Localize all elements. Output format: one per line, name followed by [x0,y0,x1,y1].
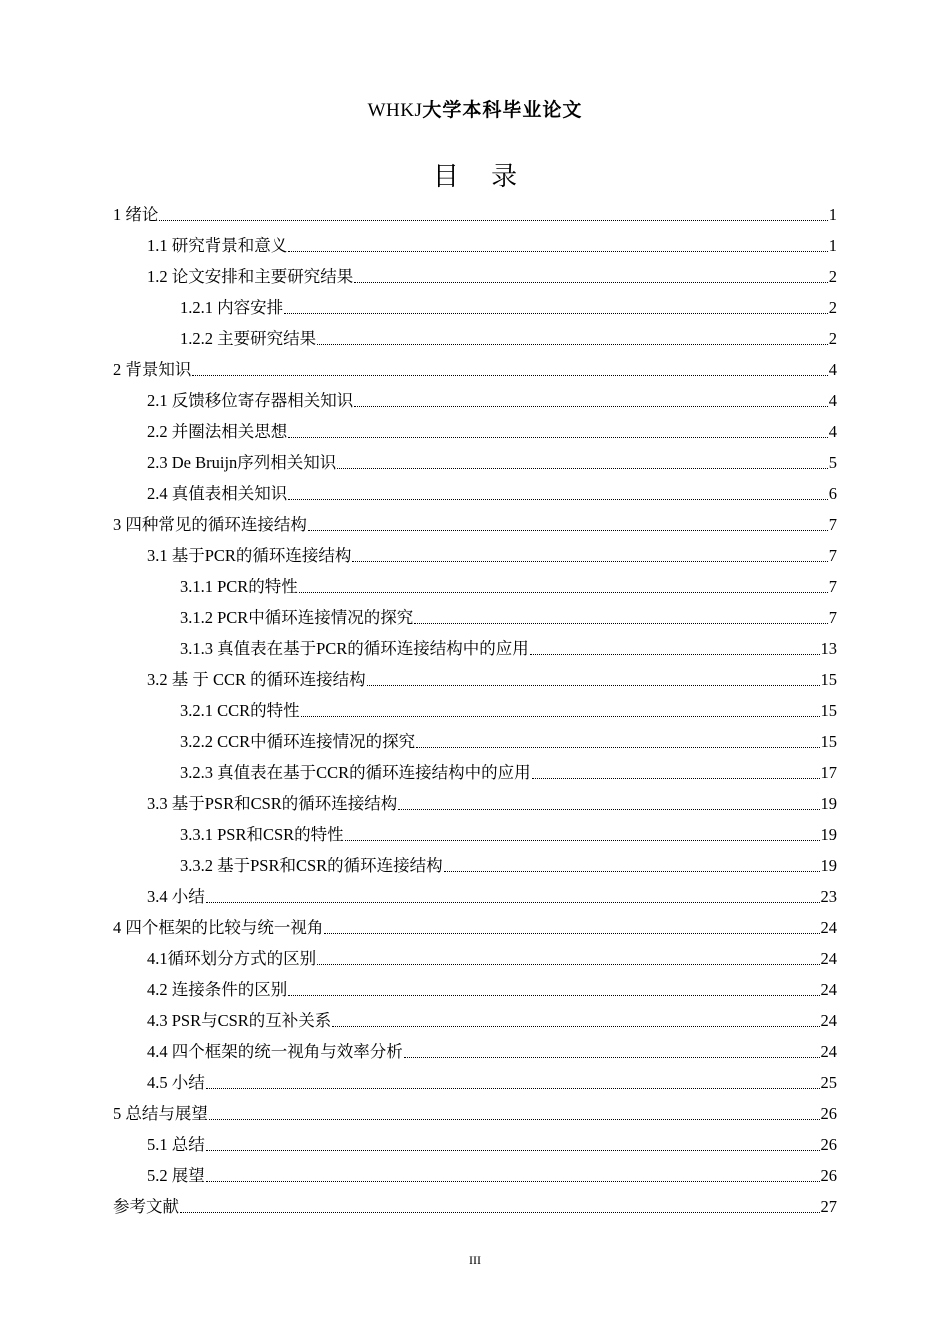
toc-entry-page: 4 [828,391,837,410]
toc-entry-page: 15 [820,670,837,689]
toc-dot-leader [337,447,827,478]
toc-entry-page: 2 [828,267,837,286]
toc-entry-label: 1.1 研究背景和意义 [147,236,288,255]
toc-dot-leader [317,323,828,354]
toc-entry[interactable] [113,354,837,385]
toc-entry-label: 4.4 四个框架的统一视角与效率分析 [147,1042,403,1061]
toc-entry-page: 7 [828,577,837,596]
toc-entry[interactable] [113,385,837,416]
toc-entry[interactable] [113,230,837,261]
toc-dot-leader [308,509,828,540]
toc-dot-leader [288,478,828,509]
toc-entry-page: 7 [828,515,837,534]
toc-entry-label: 1.2.2 主要研究结果 [180,329,317,348]
toc-entry[interactable] [113,633,837,664]
toc-entry-label: 1.2 论文安排和主要研究结果 [147,267,354,286]
page-number: III [469,1253,481,1267]
toc-entry[interactable] [113,447,837,478]
toc-entry-page: 26 [820,1166,837,1185]
toc-dot-leader [332,1005,819,1036]
toc-entry-page: 25 [820,1073,837,1092]
toc-entry-page: 24 [820,918,837,937]
toc-entry[interactable] [113,1191,837,1222]
toc-entry[interactable] [113,974,837,1005]
toc-dot-leader [301,695,820,726]
toc-entry-label: 4 四个框架的比较与统一视角 [113,918,324,937]
toc-entry-page: 7 [828,608,837,627]
toc-entry-page: 15 [820,701,837,720]
toc-entry-page: 1 [828,205,837,224]
toc-dot-leader [444,850,820,881]
toc-dot-leader [404,1036,820,1067]
toc-dot-leader [354,261,828,292]
toc-entry-page: 19 [820,856,837,875]
toc-entry-label: 3.2.1 CCR的特性 [180,701,300,720]
toc-entry-page: 23 [820,887,837,906]
toc-entry[interactable] [113,850,837,881]
toc-dot-leader [284,292,828,323]
header-title: 大学本科毕业论文 [422,99,583,121]
toc-entry-page: 7 [828,546,837,565]
toc-entry[interactable] [113,416,837,447]
toc-entry[interactable] [113,261,837,292]
toc-entry[interactable] [113,881,837,912]
toc-dot-leader [288,974,819,1005]
toc-entry-label: 3.3.2 基于PSR和CSR的循环连接结构 [180,856,443,875]
toc-entry-label: 5.1 总结 [147,1135,205,1154]
toc-entry-label: 2.1 反馈移位寄存器相关知识 [147,391,354,410]
toc-entry-page: 24 [820,1042,837,1061]
toc-dot-leader [299,571,828,602]
toc-entry[interactable] [113,323,837,354]
toc-entry-label: 4.5 小结 [147,1073,205,1092]
toc-entry[interactable] [113,943,837,974]
toc-title: 目 录 [432,162,530,192]
toc-dot-leader [159,199,827,230]
toc-entry[interactable] [113,1160,837,1191]
toc-entry[interactable] [113,1005,837,1036]
toc-entry-label: 3.1.3 真值表在基于PCR的循环连接结构中的应用 [180,639,529,658]
toc-entry[interactable] [113,1098,837,1129]
toc-entry[interactable] [113,912,837,943]
header-code: WHKJ [367,100,423,121]
toc-entry-page: 24 [820,1011,837,1030]
toc-entry[interactable] [113,1036,837,1067]
toc-dot-leader [530,633,820,664]
toc-dot-leader [324,912,819,943]
toc-entry-label: 3.2.3 真值表在基于CCR的循环连接结构中的应用 [180,763,531,782]
toc-entry-label: 3.2.2 CCR中循环连接情况的探究 [180,732,416,751]
toc-entry[interactable] [113,788,837,819]
toc-entry-label: 2.2 并圈法相关思想 [147,422,288,441]
toc-entry-page: 17 [820,763,837,782]
toc-dot-leader [532,757,820,788]
toc-entry-label: 2.4 真值表相关知识 [147,484,288,503]
toc-entry-label: 3.1.2 PCR中循环连接情况的探究 [180,608,414,627]
toc-entry-page: 13 [820,639,837,658]
toc-dot-leader [345,819,820,850]
toc-entry-label: 4.2 连接条件的区别 [147,980,288,999]
toc-dot-leader [192,354,827,385]
toc-entry[interactable] [113,757,837,788]
table-of-contents [113,199,837,1222]
toc-entry-page: 6 [828,484,837,503]
toc-entry-label: 3.2 基 于 CCR 的循环连接结构 [147,670,366,689]
toc-entry-label: 3.1.1 PCR的特性 [180,577,298,596]
toc-entry-page: 27 [820,1197,837,1216]
toc-entry-page: 24 [820,949,837,968]
toc-entry-label: 5.2 展望 [147,1166,205,1185]
toc-entry-label: 1 绪论 [113,205,159,224]
toc-dot-leader [180,1191,820,1222]
toc-entry[interactable] [113,726,837,757]
toc-dot-leader [206,1129,820,1160]
toc-dot-leader [209,1098,820,1129]
toc-entry-label: 3.3.1 PSR和CSR的特性 [180,825,344,844]
toc-entry[interactable] [113,292,837,323]
toc-dot-leader [367,664,820,695]
toc-dot-leader [317,943,819,974]
toc-entry-page: 19 [820,794,837,813]
toc-dot-leader [352,540,827,571]
toc-dot-leader [398,788,819,819]
toc-entry[interactable] [113,819,837,850]
toc-entry-label: 2 背景知识 [113,360,192,379]
toc-entry-page: 24 [820,980,837,999]
toc-entry-page: 5 [828,453,837,472]
toc-entry-page: 4 [828,360,837,379]
toc-entry[interactable] [113,602,837,633]
toc-entry[interactable] [113,199,837,230]
toc-entry-page: 1 [828,236,837,255]
toc-entry-label: 4.1循环划分方式的区别 [147,949,317,968]
toc-entry-label: 5 总结与展望 [113,1104,208,1123]
page-header [0,95,950,122]
toc-entry-label: 3 四种常见的循环连接结构 [113,515,307,534]
toc-dot-leader [206,1160,820,1191]
toc-entry[interactable] [113,540,837,571]
toc-entry[interactable] [113,1067,837,1098]
toc-entry-label: 3.1 基于PCR的循环连接结构 [147,546,352,565]
toc-entry[interactable] [113,1129,837,1160]
toc-entry-page: 26 [820,1135,837,1154]
toc-dot-leader [354,385,828,416]
toc-dot-leader [416,726,819,757]
toc-entry-page: 2 [828,298,837,317]
toc-entry-page: 15 [820,732,837,751]
toc-dot-leader [288,416,828,447]
toc-entry-label: 3.3 基于PSR和CSR的循环连接结构 [147,794,398,813]
toc-entry-label: 1.2.1 内容安排 [180,298,284,317]
toc-dot-leader [414,602,827,633]
toc-entry-page: 26 [820,1104,837,1123]
toc-dot-leader [206,1067,820,1098]
toc-entry-label: 3.4 小结 [147,887,205,906]
toc-entry-label: 2.3 De Bruijn序列相关知识 [147,453,337,472]
toc-entry[interactable] [113,478,837,509]
toc-entry-page: 19 [820,825,837,844]
toc-entry-label: 参考文献 [113,1197,179,1216]
toc-dot-leader [288,230,828,261]
toc-entry[interactable] [113,664,837,695]
toc-dot-leader [206,881,820,912]
toc-entry-page: 2 [828,329,837,348]
toc-entry[interactable] [113,571,837,602]
toc-entry[interactable] [113,509,837,540]
toc-entry-label: 4.3 PSR与CSR的互补关系 [147,1011,332,1030]
toc-entry-page: 4 [828,422,837,441]
toc-entry[interactable] [113,695,837,726]
